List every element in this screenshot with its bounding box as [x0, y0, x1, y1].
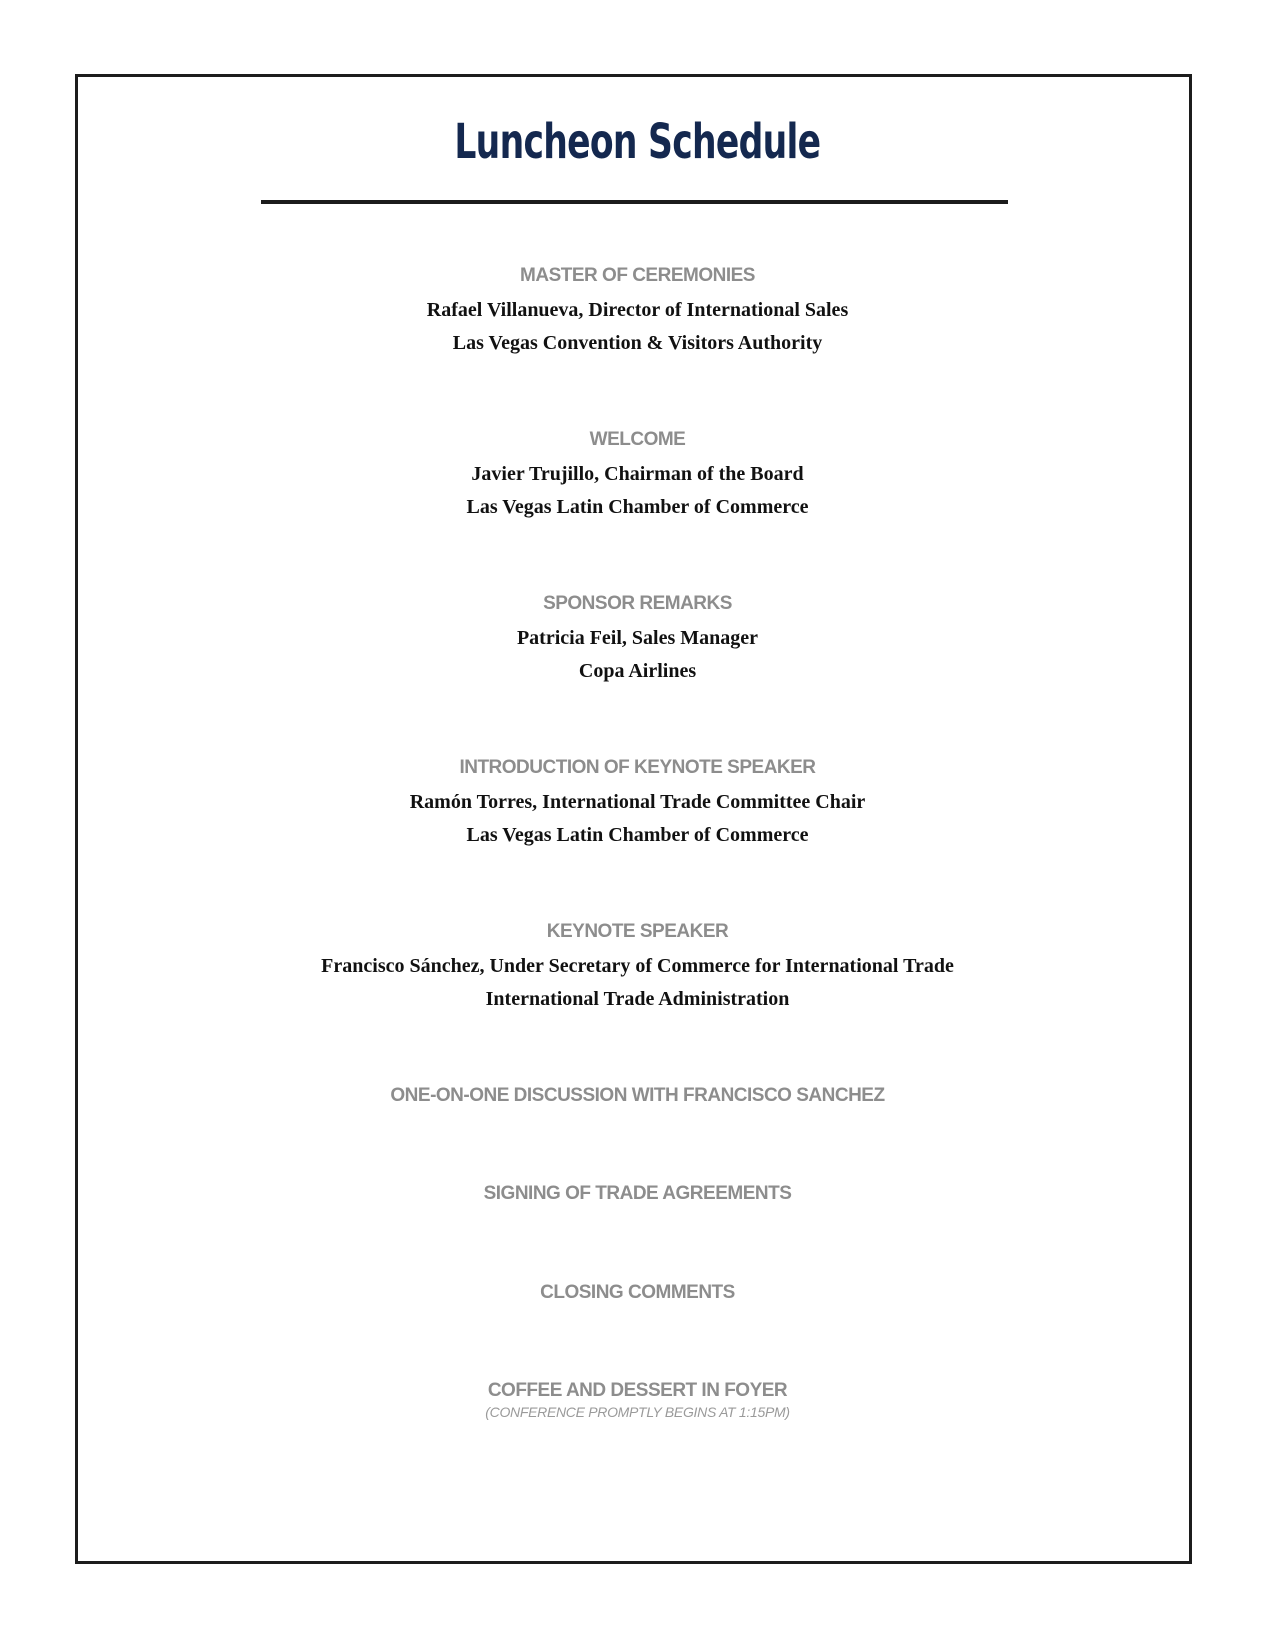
title-divider [261, 200, 1008, 204]
speaker-name: Francisco Sánchez, Under Secretary of Commerce for International Trade [321, 955, 954, 977]
conference-start-note: (CONFERENCE PROMPTLY BEGINS AT 1:15PM) [485, 1404, 790, 1420]
speaker-name: Javier Trujillo, Chairman of the Board [471, 463, 804, 485]
speaker-organization: Copa Airlines [578, 660, 697, 682]
speaker-organization: Las Vegas Convention & Visitors Authority [452, 332, 823, 354]
speaker-organization: Las Vegas Latin Chamber of Commerce [466, 496, 809, 518]
section-keynote-speaker [0, 920, 1275, 1016]
speaker-organization: Las Vegas Latin Chamber of Commerce [466, 824, 809, 846]
section-heading: MASTER OF CEREMONIES [520, 265, 755, 286]
section-welcome [0, 428, 1275, 524]
section-closing-comments [0, 1281, 1275, 1311]
section-heading: SIGNING OF TRADE AGREEMENTS [483, 1183, 792, 1204]
page-title: Luncheon Schedule [454, 114, 821, 170]
section-heading: COFFEE AND DESSERT IN FOYER [487, 1380, 788, 1401]
section-coffee-and-dessert [0, 1379, 1275, 1421]
section-heading: INTRODUCTION OF KEYNOTE SPEAKER [459, 757, 816, 778]
section-introduction-of-keynote [0, 756, 1275, 852]
section-heading: CLOSING COMMENTS [540, 1282, 735, 1303]
speaker-name: Patricia Feil, Sales Manager [516, 627, 759, 649]
section-sponsor-remarks [0, 592, 1275, 688]
section-one-on-one-discussion [0, 1084, 1275, 1114]
speaker-name: Rafael Villanueva, Director of International Sales [426, 299, 849, 321]
speaker-name: Ramón Torres, International Trade Committee Chair [409, 791, 866, 813]
speaker-organization: International Trade Administration [485, 988, 790, 1010]
section-heading: KEYNOTE SPEAKER [546, 921, 729, 942]
section-heading: ONE-ON-ONE DISCUSSION WITH FRANCISCO SANCHEZ [390, 1085, 885, 1106]
section-signing-agreements [0, 1182, 1275, 1212]
section-heading: WELCOME [589, 429, 686, 450]
section-heading: SPONSOR REMARKS [543, 593, 732, 614]
section-master-of-ceremonies [0, 264, 1275, 360]
